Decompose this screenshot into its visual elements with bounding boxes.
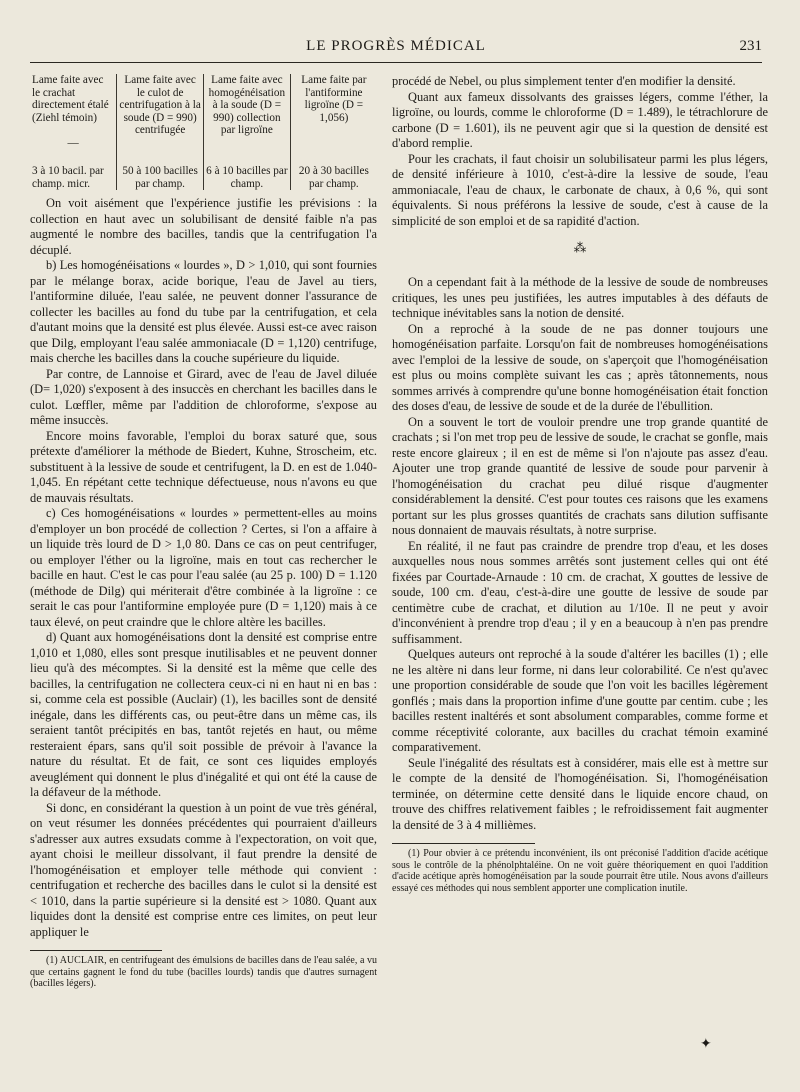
paragraph: On a reproché à la soude de ne pas donner toujours une homogénéisation parfaite. Lorsqu'on fait de nombreuses homogénéisations avec l'emploi de la lessive de soude, on s'aperçoit que l'homogénéisation est plus ou moins complète suivant les cas ; après tâtonnements, nous sommes arrivés à comprendre qu'une bonne homogénéisation était fonction des doses d'eau, de lessive de soude et de la durée de l'ébullition. bbox=[392, 321, 768, 413]
footnote: (1) Pour obvier à ce prétendu inconvénient, ils ont préconisé l'addition d'acide acétique sous le contrôle de la phénolphtaléine. On ne voit guère théoriquement en quoi l'addition d'acide acétique après homogénéisation par la soude pourrait être utile. Nous avons d'ailleurs essayé ces méthodes qui nous semblent apporter une complication inutile. bbox=[392, 848, 768, 894]
paragraph: On a souvent le tort de vouloir prendre une trop grande quantité de crachats ; si l'on met trop peu de lessive de soude, le crachat se gonfle, mais reste encore glaireux ; il en est de même si l'on n'ajoute pas assez d'eau. Ajouter une trop grande quantité de lessive de soude pour parvenir à l'homogénéisation du crachat peu dilué risque d'augmenter considérablement la densité. C'est pour toutes ces raisons que les examens portant sur les plus grosses quantités de crachats sans dilution suffisante nous donnaient de mauvais résultats, à notre surprise. bbox=[392, 414, 768, 537]
paragraph: On a cependant fait à la méthode de la lessive de soude de nombreuses critiques, les unes peu justifiées, les autres imputables à des défauts de technique inévitables sans la notion de densité. bbox=[392, 275, 768, 320]
table-header-cell: Lame faite par l'antiformine ligroïne (D = 1,056) bbox=[290, 74, 377, 137]
paragraph: Si donc, en considérant la question à un point de vue très général, on veut résumer les données précédentes qui pourraient d'ailleurs s'adresser aux autres exsudats comme à l'expectoration, on voit que, ayant choisi le meilleur dissolvant, il faut prendre la densité de l'homogénéisation et employer telle méthode qui convient : centrifugation et recherche des bacilles dans le culot si la densité est < 1010, dans la partie supérieure si la densité est > 1080. Quant aux liquides dont la densité est comprise entre ces limites, on peut leur appliquer le bbox=[30, 800, 377, 939]
paragraph: d) Quant aux homogénéisations dont la densité est comprise entre 1,010 et 1,080, elles sont presque inutilisables et ne peuvent donner lieu qu'à des mécomptes. Si la densité est la même que celle des bacilles, la centrifugation ne collectera ceux-ci ni en haut ni en bas : si, comme cela est possible (Auclair) (1), les bacilles sont de densité inégale, dans les différents cas, ou peut-être dans un même cas, ils seraient tantôt précipités en bas, tantôt rejetés en haut, ou même resteraient épars, sans qu'il soit possible de prévoir à l'avance la nature du résultat. Et de fait, ce sont ces liquides employés aveuglément qui donnent le plus d'inégalité et qui ont été la cause de la défaveur de la méthode. bbox=[30, 630, 377, 799]
comparison-table bbox=[30, 74, 377, 190]
paragraph: procédé de Nebel, ou plus simplement tenter d'en modifier la densité. bbox=[392, 74, 736, 88]
paragraph: Quant aux fameux dissolvants des graisses légers, comme l'éther, la ligroïne, ou lourds, comme le chloroforme (D = 1.489), le tétrachlorure de carbone (D = 1.601), ils ne peuvent agir que si la question de densité est d'abord remplie. bbox=[392, 89, 768, 150]
table-header-cell: Lame faite avec le crachat directement étalé (Ziehl témoin) bbox=[32, 74, 109, 124]
paragraph: c) Ces homogénéisations « lourdes » permettent-elles au moins d'employer un bon procédé de collection ? Certes, si l'on a affaire à un liquide très lourd de D > 1,0 80. Dans ce cas on peut centrifuger, ou employer l'éther ou la ligroïne, mais en tout cas rechercher le bacille en haut. C'est le cas pour l'eau salée (au 25 p. 100) D = 1.120 (méthode de Dilg) qui mériterait d'être combinée à la ligroïne : ce serait le cas pour l'antiformine employée pure (D = 1,120) mais à ce taux élevé, on peut craindre que le chlore altère les bacilles. bbox=[30, 506, 377, 629]
footnote-rule bbox=[30, 950, 162, 951]
ornament-icon: ✦ bbox=[700, 1036, 712, 1052]
paragraph: b) Les homogénéisations « lourdes », D > 1,010, qui sont fournies par le mélange borax, acide borique, l'eau de Javel au tiers, l'antiformine diluée, l'eau salée, ne peuvent donner l'assurance de collecter les bacilles au fond du tube par la centrifugation, et cela d'autant moins que la densité est plus élevée. Aussi est-ce avec raison que Dilg, employant l'eau salée ammoniacale (D = 1,120) centrifuge, mais cherche les bacilles dans la couche supérieure du liquide. bbox=[30, 258, 377, 365]
right-column bbox=[392, 74, 768, 894]
paragraph: Encore moins favorable, l'emploi du borax saturé que, sous prétexte d'améliorer la méthode de Biedert, Kuhne, Stroscheim, etc. substituent à la lessive de soude et centrifugent, la D. en est de 1.040-1,045. En répétant cette technique défectueuse, nous n'avons eu que de mauvais résultats. bbox=[30, 428, 377, 505]
table-dash: — bbox=[67, 136, 79, 149]
table-cell: 20 à 30 bacilles par champ. bbox=[290, 149, 377, 190]
paragraph: Par contre, de Lannoise et Girard, avec de l'eau de Javel diluée (D= 1,020) s'exposent à des insuccès en cherchant les bacilles dans le culot. Lœffler, même par l'addition de chloroforme, s'expose au même insuccès. bbox=[30, 366, 377, 427]
journal-title: LE PROGRÈS MÉDICAL bbox=[306, 38, 486, 54]
paragraph: Quelques auteurs ont reproché à la soude d'altérer les bacilles (1) ; elle ne les altère ni dans leur forme, ni dans leur colorabilité. Ce n'est qu'avec une proportion considérable de soude que l'on voit les bacilles légèrement gonflés ; mais dans la proportion infime d'une goutte par centim. cube ; les bacilles restent inaltérés et sont absolument comparables, comme forme et comme réceptivité colorante, aux bacilles du crachat témoin examiné comparativement. bbox=[392, 647, 768, 754]
footnote: (1) AUCLAIR, en centrifugeant des émulsions de bacilles dans de l'eau salée, a vu que certains gagnent le fond du tube (bacilles lourds) tandis que d'autres surnagent (bacilles légers). bbox=[30, 955, 377, 989]
table-header-cell: Lame faite avec le culot de centrifugation à la soude (D = 990) centrifugée bbox=[117, 74, 204, 137]
table-cell: 6 à 10 bacilles par champ. bbox=[204, 149, 291, 190]
footnote-rule bbox=[392, 843, 535, 844]
page-number: 231 bbox=[739, 38, 762, 54]
paragraph: Seule l'inégalité des résultats est à considérer, mais elle est à mettre sur le compte de la densité de l'homogénéisation. Si, l'homogénéisation terminée, on détermine cette densité dans le liquide encore chaud, on trouve des chiffres relativement faibles ; le refroidissement fait augmenter la densité de 3 à 4 millièmes. bbox=[392, 755, 768, 832]
table-header-cell: Lame faite avec homogénéisation à la soude (D = 990) collection par ligroïne bbox=[204, 74, 291, 137]
section-separator: ⁂ bbox=[573, 240, 587, 255]
left-column bbox=[30, 74, 377, 990]
paragraph: Pour les crachats, il faut choisir un solubilisateur parmi les plus légers, de densité inférieure à 1010, c'est-à-dire la lessive de soude, l'eau ammoniacale, l'eau de chaux, le carbonate de chaux, à 0,6 %, qui sont équivalents. Si nous préférons la lessive de soude, c'est à cause de la simplicité de son emploi et de sa rapidité d'action. bbox=[392, 151, 768, 228]
table-cell: 50 à 100 bacilles par champ. bbox=[117, 149, 204, 190]
running-header bbox=[30, 36, 762, 63]
paragraph: En réalité, il ne faut pas craindre de prendre trop d'eau, et les doses auxquelles nous nous sommes arrêtés sont justement celles qui ont été fixées par Courtade-Arnaude : 10 cm. de crachat, X gouttes de lessive de soude, 100 cm. d'eau, c'est-à-dire une goutte de lessive de soude par centimètre cube de crachat, et dilution au 1/10e. Il ne peut y avoir d'inconvénient à prendre trop d'eau ; il y en a beaucoup à n'en pas prendre suffisamment. bbox=[392, 538, 768, 646]
table-cell: 3 à 10 bacil. par champ. micr. bbox=[32, 165, 104, 190]
paragraph: On voit aisément que l'expérience justifie les prévisions : la collection en haut avec un solubilisant de densité faible n'a pas augmenté le nombre des bacilles, tandis que la centrifugation l'a décuplé. bbox=[30, 196, 377, 257]
